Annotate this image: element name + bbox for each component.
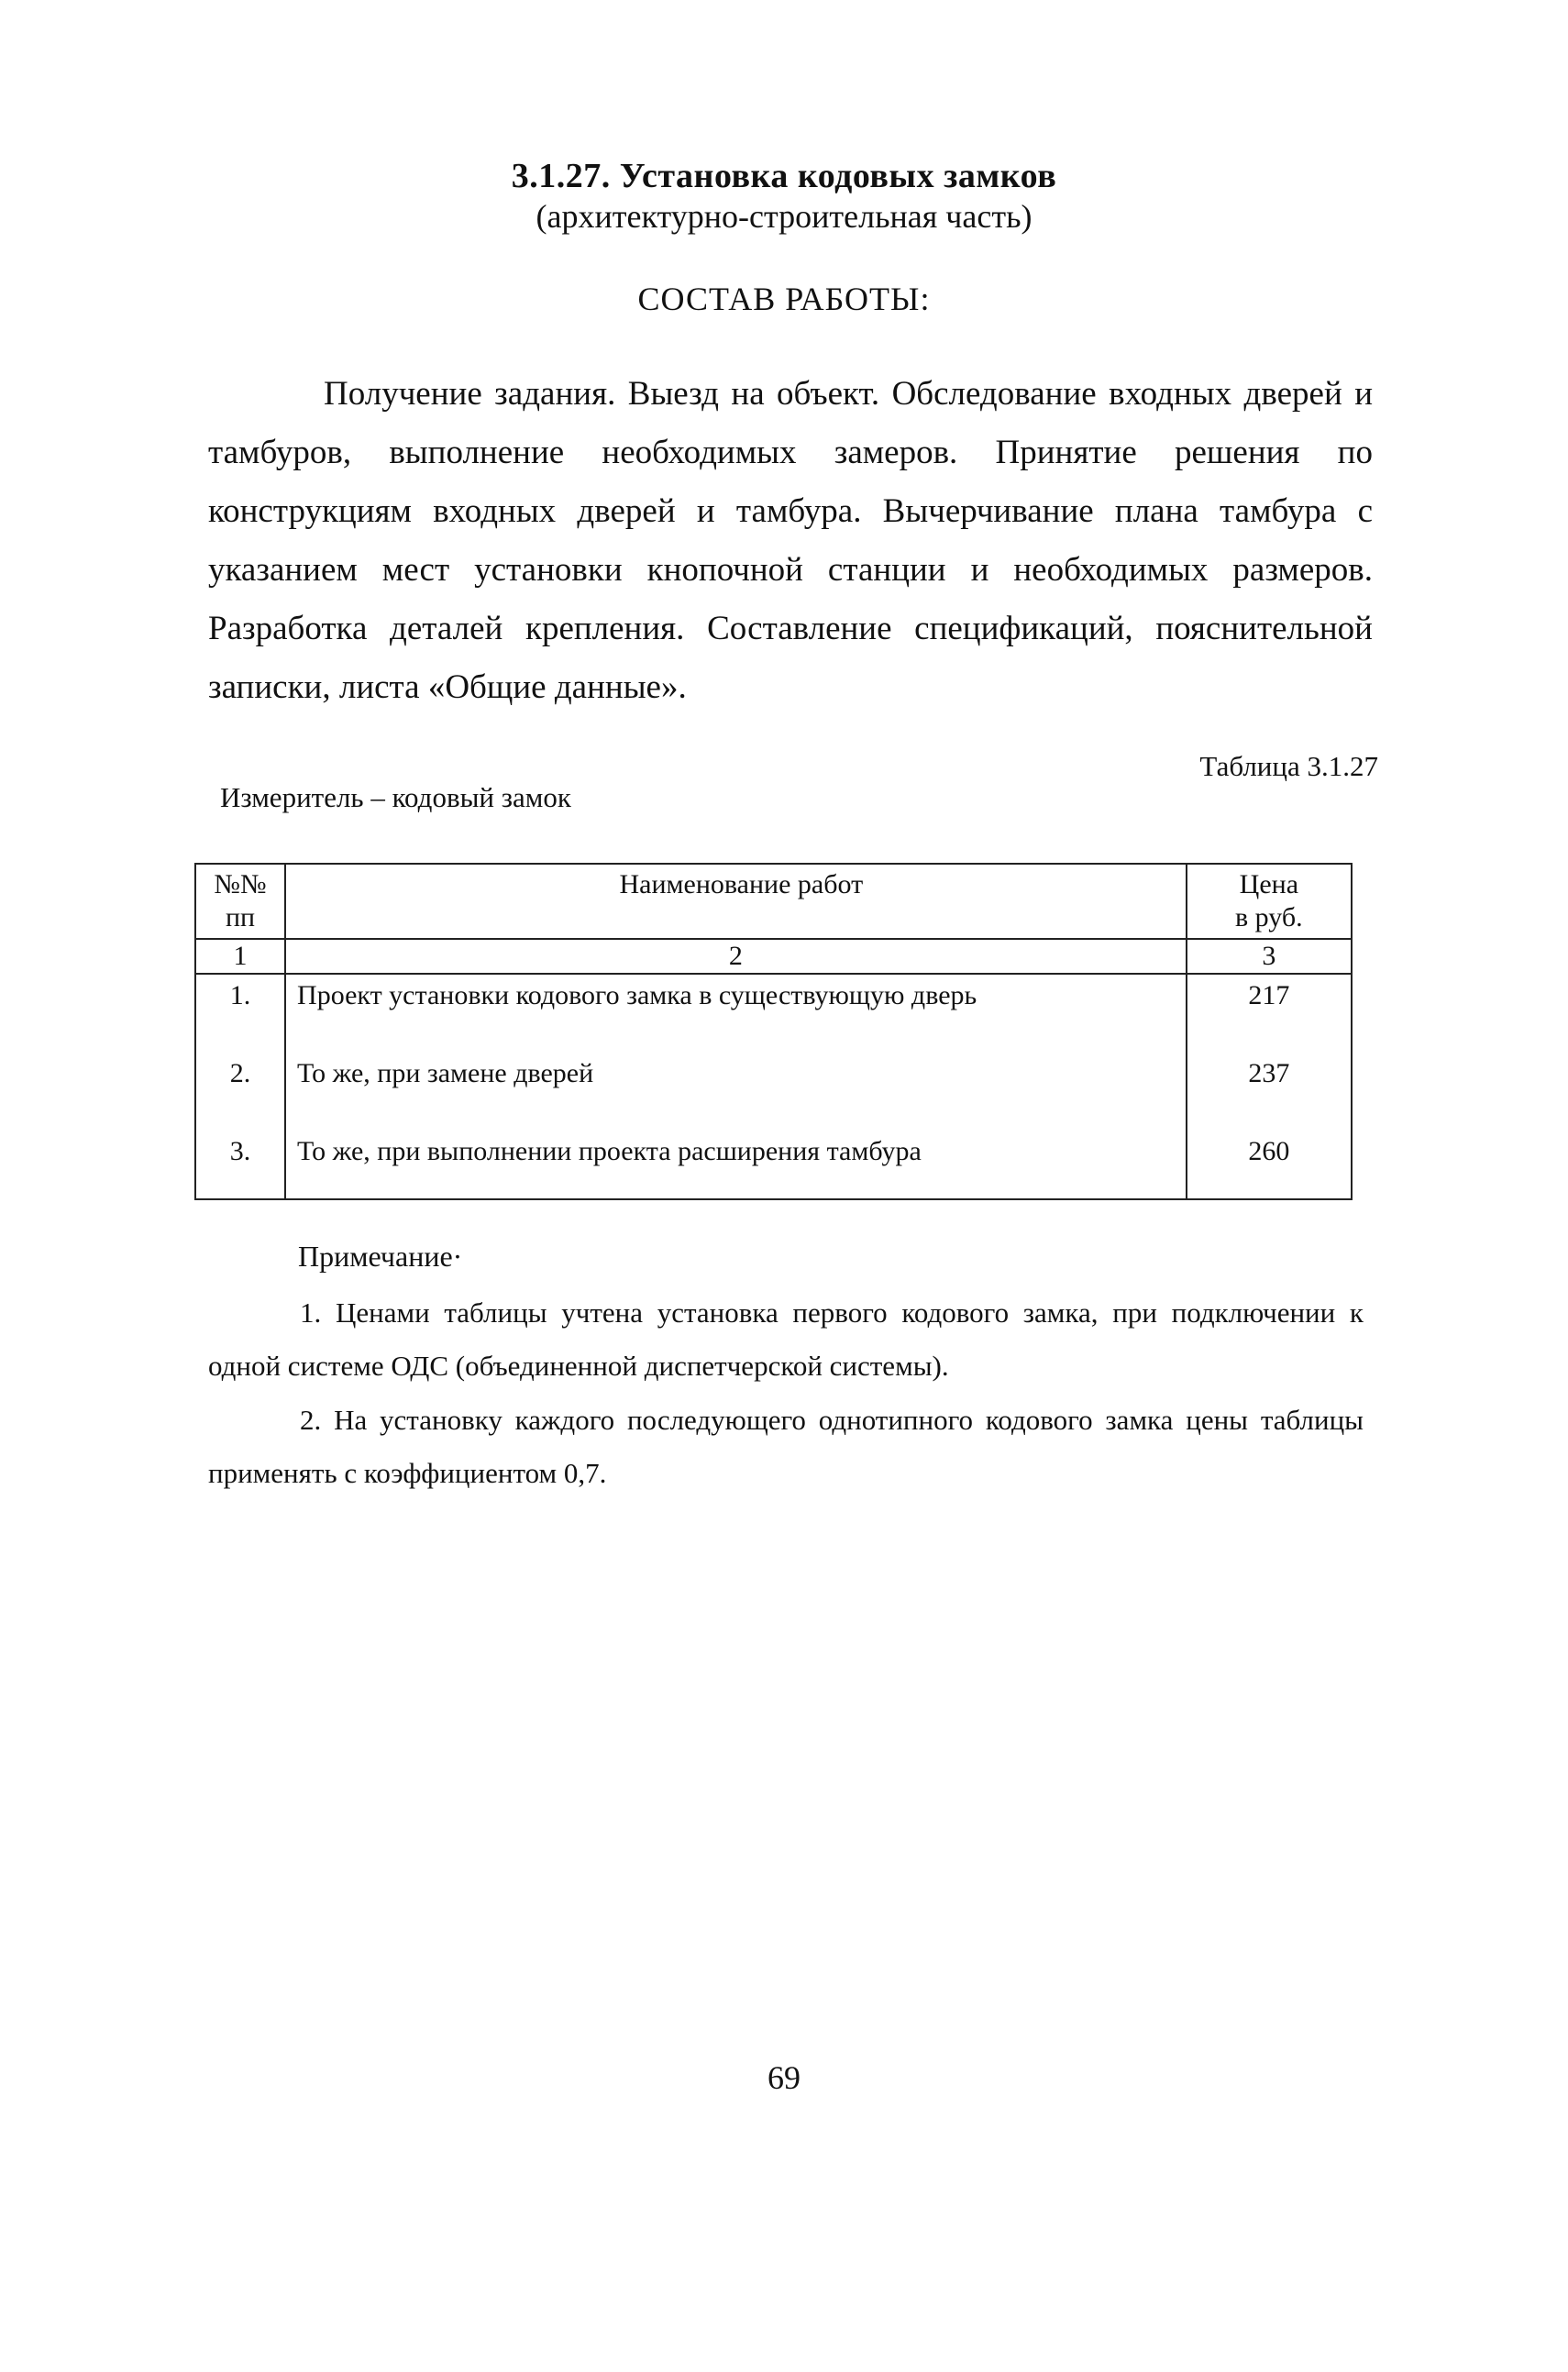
row-price: 237 <box>1187 1053 1352 1131</box>
table-row <box>195 1053 1352 1131</box>
header-num-line1: №№ <box>214 869 267 899</box>
section-title: 3.1.27. Установка кодовых замков <box>511 157 1057 195</box>
header-name: Наименование работ <box>285 864 1187 939</box>
row-name: Проект установки кодового замка в существующую дверь <box>285 974 1187 1053</box>
column-number: 1 <box>195 939 285 974</box>
column-number: 2 <box>285 939 1187 974</box>
row-num: 2. <box>195 1053 285 1131</box>
header-num <box>195 864 285 939</box>
row-name: То же, при замене дверей <box>285 1053 1187 1131</box>
table-caption: Таблица 3.1.27 <box>1199 750 1378 782</box>
row-num: 1. <box>195 974 285 1053</box>
notes-title: Примечание· <box>298 1240 463 1273</box>
price-table <box>194 863 1353 1200</box>
column-numbers-row <box>195 939 1352 974</box>
header-num-line2: пп <box>225 902 256 932</box>
column-number: 3 <box>1187 939 1352 974</box>
table-row <box>195 1131 1352 1199</box>
row-price: 217 <box>1187 974 1352 1053</box>
section-subtitle: (архитектурно-строительная часть) <box>536 198 1032 235</box>
page-number: 69 <box>767 2059 801 2096</box>
work-description: Получение задания. Выезд на объект. Обследование входных дверей и тамбуров, выполнение необходимых замеров. Принятие решения по конструкциям входных дверей и тамбура. Вычерчивание плана тамбура с указанием мест установки кнопочной станции и необходимых размеров. Разработка деталей крепления. Составление спецификаций, пояснительной записки, листа «Общие данные». <box>208 375 1373 706</box>
header-price-line2: в руб. <box>1235 902 1303 932</box>
note-item: 1. Ценами таблицы учтена установка первого кодового замка, при подключении к одной системе ОДС (объединенной диспетчерской системы). <box>208 1296 1364 1382</box>
composition-heading: СОСТАВ РАБОТЫ: <box>637 281 931 317</box>
row-price: 260 <box>1187 1131 1352 1199</box>
row-num: 3. <box>195 1131 285 1199</box>
table-row <box>195 974 1352 1053</box>
table-measure: Измеритель – кодовый замок <box>220 781 571 813</box>
note-item: 2. На установку каждого последующего однотипного кодового замка цены таблицы применять с коэффициентом 0,7. <box>208 1404 1364 1489</box>
row-name: То же, при выполнении проекта расширения тамбура <box>285 1131 1187 1199</box>
header-price-line1: Цена <box>1239 869 1299 899</box>
table-header-row <box>195 864 1352 939</box>
header-price <box>1187 864 1352 939</box>
